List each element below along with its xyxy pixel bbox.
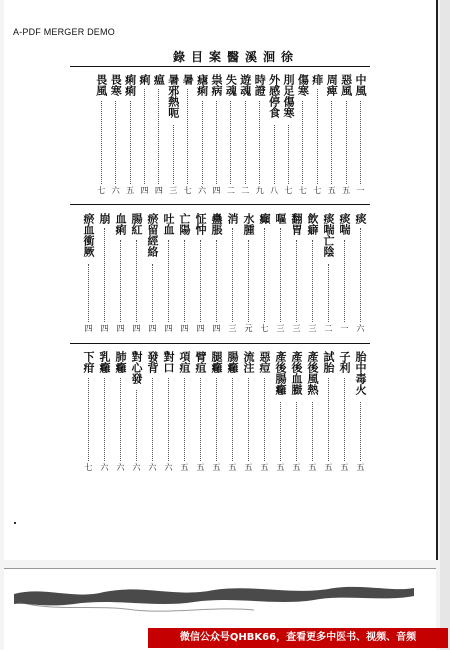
scan-mark (14, 522, 16, 524)
toc-entry-title: 飲癖 (306, 213, 319, 235)
toc-leader-dots (360, 228, 362, 322)
toc-page-number: 七 (312, 186, 322, 194)
toc-entry-title: 怔忡 (194, 213, 207, 235)
toc-entry-title: 水腫 (242, 213, 255, 235)
toc-entry (178, 213, 190, 235)
toc-entry (146, 213, 158, 257)
toc-page-number: 五 (341, 186, 351, 194)
toc-leader-dots (152, 264, 154, 322)
toc-entry (109, 74, 121, 96)
toc-entry-title: 下疳 (82, 351, 95, 373)
toc-entry-title: 產後風熱 (306, 351, 319, 395)
toc-entry (124, 74, 136, 96)
toc-entry (98, 351, 110, 373)
toc-entry (82, 351, 94, 373)
toc-leader-dots (230, 101, 232, 184)
toc-entry-title: 惡風 (339, 74, 353, 96)
toc-leader-dots (88, 378, 90, 461)
toc-entry-title: 吐血 (162, 213, 175, 235)
toc-entry-title: 消 (226, 213, 239, 224)
toc-entry (340, 74, 352, 96)
toc-leader-dots (280, 228, 282, 322)
toc-entry-title: 翻胃 (290, 213, 303, 235)
toc-entry (290, 351, 302, 395)
toc-page-number: 八 (269, 186, 279, 194)
toc-page-number: 四 (196, 324, 205, 332)
toc-page-number: 四 (154, 186, 164, 194)
toc-page-number: 七 (96, 186, 106, 194)
toc-entry (130, 213, 142, 235)
toc-entry-title: 流注 (242, 351, 255, 373)
toc-leader-dots (216, 378, 218, 461)
toc-leader-dots (104, 378, 106, 461)
toc-entry (242, 351, 254, 373)
toc-entry-title: 畏寒 (109, 74, 123, 96)
toc-entry-title: 畏風 (94, 74, 108, 96)
toc-page-number: 五 (228, 463, 237, 471)
toc-entry (296, 74, 308, 96)
toc-entry-title: 腿癰 (210, 351, 223, 373)
toc-page-number: 二 (324, 324, 333, 332)
toc-leader-dots (288, 125, 290, 184)
toc-leader-dots (248, 240, 250, 322)
toc-entry-title: 刖足傷寒 (282, 74, 295, 118)
toc-page-number: 七 (84, 463, 93, 471)
section-divider-2 (70, 343, 370, 344)
scan-smudge (14, 582, 414, 614)
toc-page-number: 四 (116, 324, 125, 332)
toc-entry-title: 血痢 (114, 213, 127, 235)
toc-page-number: 四 (140, 186, 149, 194)
toc-leader-dots (331, 101, 333, 184)
toc-entry (210, 74, 222, 96)
toc-leader-dots (200, 240, 202, 322)
toc-entry (354, 74, 366, 96)
toc-entry (194, 351, 206, 373)
vertical-scrollbar[interactable] (440, 0, 450, 650)
toc-page-number: 九 (255, 186, 265, 194)
toc-page-number: 六 (164, 463, 173, 471)
toc-entry (224, 74, 236, 96)
toc-entry-title: 中風 (354, 74, 367, 96)
toc-leader-dots (216, 101, 218, 184)
toc-leader-dots (346, 101, 348, 184)
toc-leader-dots (120, 378, 122, 461)
toc-entry-title: 痢痢 (123, 74, 137, 96)
toc-entry (354, 351, 366, 395)
toc-leader-dots (259, 101, 261, 184)
toc-entry (322, 213, 334, 257)
toc-entry (268, 74, 280, 118)
toc-page-number: 二 (240, 186, 250, 194)
toc-entry (226, 351, 238, 373)
toc-entry (274, 351, 286, 395)
toc-entry-title: 痢 (138, 74, 151, 85)
toc-page-number: 七 (183, 186, 193, 194)
toc-entry (130, 351, 142, 384)
toc-entry (258, 351, 270, 373)
toc-leader-dots (152, 378, 154, 461)
toc-leader-dots (245, 101, 247, 184)
toc-entry (338, 351, 350, 373)
toc-page-number: 四 (180, 324, 189, 332)
toc-entry (152, 74, 164, 85)
toc-page-number: 六 (111, 186, 121, 194)
toc-page-number: 六 (132, 463, 141, 471)
toc-leader-dots (88, 264, 90, 322)
toc-leader-dots (168, 378, 170, 461)
toc-entry (253, 74, 265, 96)
toc-entry-title: 時證 (253, 74, 267, 96)
page-edge (436, 0, 438, 560)
toc-entry-title: 痱 (310, 74, 324, 85)
toc-leader-dots (130, 101, 132, 184)
toc-page-number: 一 (340, 324, 349, 332)
toc-leader-dots (115, 101, 117, 184)
toc-leader-dots (184, 378, 186, 461)
toc-page-number: 三 (308, 324, 317, 332)
toc-page-number: 六 (356, 324, 365, 332)
toc-entry (194, 213, 206, 235)
toc-entry-title: 周痺 (325, 74, 339, 96)
toc-entry-title: 乳癰 (98, 351, 111, 373)
toc-leader-dots (264, 378, 266, 461)
toc-entry (338, 213, 350, 235)
toc-page-number: 五 (276, 463, 285, 471)
toc-entry (114, 351, 126, 373)
toc-entry-title: 瘟 (152, 74, 166, 85)
toc-page-number: 四 (132, 324, 141, 332)
toc-leader-dots (120, 240, 122, 322)
toc-leader-dots (360, 402, 362, 461)
toc-page-number: 五 (125, 186, 135, 194)
toc-leader-dots (136, 240, 138, 322)
toc-leader-dots (144, 89, 146, 184)
toc-entry-title: 胎中毒火 (354, 351, 367, 395)
toc-entry (282, 74, 294, 118)
toc-entry (226, 213, 238, 224)
toc-leader-dots (216, 240, 218, 322)
toc-entry-title: 癲 (258, 213, 271, 224)
toc-entry-title: 肺癰 (114, 351, 127, 373)
toc-entry (167, 74, 179, 118)
toc-page-number: 五 (340, 463, 349, 471)
watermark-text: A-PDF MERGER DEMO (13, 27, 115, 37)
toc-page-number: 五 (327, 186, 337, 194)
toc-page-number: 五 (196, 463, 205, 471)
toc-entry-title: 蠱脹 (210, 213, 223, 235)
toc-page-number: 三 (276, 324, 285, 332)
toc-entry-title: 腸癰 (226, 351, 239, 373)
toc-leader-dots (360, 101, 362, 184)
toc-leader-dots (312, 402, 314, 461)
toc-leader-dots (328, 264, 330, 322)
toc-entry-title: 傷寒 (296, 74, 310, 96)
toc-entry-title: 子利 (338, 351, 351, 373)
toc-leader-dots (101, 101, 103, 184)
toc-leader-dots (344, 378, 346, 461)
toc-entry (82, 213, 94, 257)
toc-entry-title: 暑邪熱呃 (166, 74, 180, 118)
toc-entry-title: 亡陽 (178, 213, 191, 235)
toc-entry (322, 351, 334, 373)
section-divider-1 (70, 204, 370, 205)
toc-leader-dots (104, 228, 106, 322)
toc-page-number: 五 (356, 463, 365, 471)
footer-banner: 微信公众号QHBK66，查看更多中医书、视频、音频 (148, 628, 448, 648)
toc-leader-dots (274, 125, 276, 184)
toc-page-number: 五 (244, 463, 253, 471)
toc-leader-dots (187, 89, 189, 184)
toc-entry-title: 痰 (354, 213, 367, 224)
toc-page-number: 五 (324, 463, 333, 471)
toc-entry (196, 74, 208, 96)
toc-page-number: 四 (148, 324, 157, 332)
toc-entry (181, 74, 193, 85)
toc-entry-title: 痰喘 (338, 213, 351, 235)
toc-page-number: 六 (148, 463, 157, 471)
toc-entry-title: 試胎 (322, 351, 335, 373)
toc-page-number: 三 (292, 324, 301, 332)
toc-page-number: 三 (168, 186, 178, 194)
toc-entry-title: 祟病 (210, 74, 223, 96)
toc-entry (95, 74, 107, 96)
toc-page-number: 六 (100, 463, 109, 471)
toc-entry-title: 發背 (146, 351, 159, 373)
toc-entry-title: 暑 (181, 74, 195, 85)
toc-page-number: 六 (116, 463, 125, 471)
toc-entry (138, 74, 150, 85)
toc-entry (258, 213, 270, 224)
toc-page-number: 二 (226, 186, 236, 194)
toc-page-number: 一 (356, 186, 365, 194)
toc-entry (311, 74, 323, 85)
toc-entry-title: 產後血臌 (290, 351, 303, 395)
toc-page-number: 七 (260, 324, 269, 332)
toc-leader-dots (317, 89, 319, 184)
toc-page-number: 四 (164, 324, 173, 332)
header-rule (70, 66, 370, 67)
toc-entry (178, 351, 190, 373)
toc-entry-title: 對口 (162, 351, 175, 373)
toc-page-number: 五 (308, 463, 317, 471)
toc-entry-title: 瘀留經絡 (146, 213, 159, 257)
toc-leader-dots (136, 390, 138, 461)
toc-page-number: 五 (292, 463, 301, 471)
toc-entry (306, 213, 318, 235)
toc-page-number: 三 (228, 324, 237, 332)
toc-entry (242, 213, 254, 235)
toc-page-number: 五 (260, 463, 269, 471)
toc-entry (274, 213, 286, 224)
toc-entry-title: 臂疽 (194, 351, 207, 373)
toc-entry-title: 瘧痢 (195, 74, 209, 96)
toc-leader-dots (184, 240, 186, 322)
toc-entry (354, 213, 366, 224)
toc-entry (290, 213, 302, 235)
toc-page-number: 五 (180, 463, 189, 471)
toc-leader-dots (296, 240, 298, 322)
toc-leader-dots (328, 378, 330, 461)
toc-leader-dots (296, 402, 298, 461)
toc-entry (306, 351, 318, 395)
toc-leader-dots (173, 125, 175, 184)
toc-entry-title: 遊魂 (238, 74, 252, 96)
toc-page-number: 四 (84, 324, 93, 332)
toc-leader-dots (248, 378, 250, 461)
toc-leader-dots (232, 228, 234, 322)
toc-entry-title: 瘀血衝厥 (82, 213, 95, 257)
toc-entry (210, 213, 222, 235)
toc-leader-dots (232, 378, 234, 461)
toc-leader-dots (168, 240, 170, 322)
toc-entry-title: 外感停食 (267, 74, 281, 118)
toc-leader-dots (200, 378, 202, 461)
toc-leader-dots (312, 240, 314, 322)
toc-entry (210, 351, 222, 373)
toc-leader-dots (264, 228, 266, 322)
toc-leader-dots (344, 240, 346, 322)
toc-entry (146, 351, 158, 373)
toc-entry-title: 產後腸癰 (274, 351, 287, 395)
toc-page-number: 六 (197, 186, 207, 194)
toc-page-number: 元 (244, 324, 253, 332)
toc-page-number: 四 (212, 324, 221, 332)
toc-leader-dots (280, 402, 282, 461)
toc-entry (162, 351, 174, 373)
toc-page-number: 七 (284, 186, 293, 194)
toc-entry (239, 74, 251, 96)
toc-entry (162, 213, 174, 235)
toc-page-number: 四 (212, 186, 221, 194)
toc-entry-title: 惡痘 (258, 351, 271, 373)
toc-entry-title: 對心發 (130, 351, 143, 384)
toc-page-number: 四 (100, 324, 109, 332)
toc-entry-title: 崩 (98, 213, 111, 224)
toc-entry-title: 失魂 (224, 74, 238, 96)
toc-page-number: 五 (212, 463, 221, 471)
toc-leader-dots (202, 101, 204, 184)
toc-entry (114, 213, 126, 235)
toc-entry-title: 嘔 (274, 213, 287, 224)
toc-leader-dots (158, 89, 160, 184)
toc-entry (98, 213, 110, 224)
toc-entry-title: 痰喘亡陰 (322, 213, 335, 257)
page-title: 徐洄溪醫案目錄 (172, 50, 299, 64)
toc-entry (325, 74, 337, 96)
toc-entry-title: 項疽 (178, 351, 191, 373)
toc-leader-dots (302, 101, 304, 184)
toc-entry-title: 腸紅 (130, 213, 143, 235)
toc-page-number: 七 (298, 186, 308, 194)
